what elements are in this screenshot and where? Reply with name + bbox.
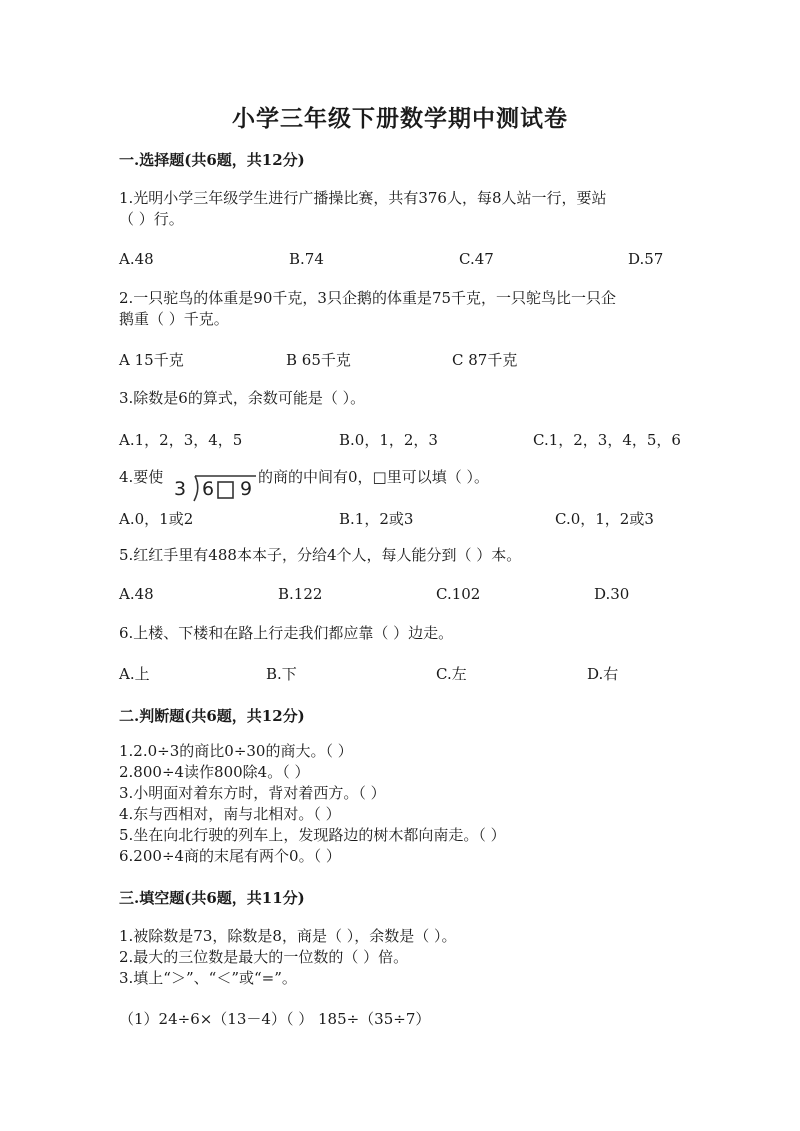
judgement-item-6: 6.200÷4商的末尾有两个0。（ ） [119, 847, 341, 865]
question-1-line1: 1.光明小学三年级学生进行广播操比赛，共有376人，每8人站一行，要站 [119, 189, 607, 207]
q4-option-a[interactable]: A.0，1或2 [119, 510, 194, 528]
divisor: 3 [174, 478, 187, 500]
q2-option-c[interactable]: C 87千克 [452, 351, 518, 369]
fill-item-3-sub1: （1）24÷6×（13－4）（ ） 185÷（35÷7） [119, 1010, 431, 1028]
question-4-prefix: 4.要使 [119, 468, 164, 486]
q5-option-d[interactable]: D.30 [594, 585, 630, 603]
question-1-line2: （ ）行。 [119, 210, 184, 228]
question-6-line1: 6.上楼、下楼和在路上行走我们都应靠（ ）边走。 [119, 624, 454, 642]
q4-option-b[interactable]: B.1，2或3 [339, 510, 414, 528]
q3-option-b[interactable]: B.0，1，2，3 [339, 431, 438, 449]
q6-option-b[interactable]: B.下 [266, 665, 297, 683]
judgement-item-4: 4.东与西相对，南与北相对。（ ） [119, 805, 341, 823]
judgement-item-3: 3.小明面对着东方时，背对着西方。（ ） [119, 784, 386, 802]
q1-option-c[interactable]: C.47 [459, 250, 494, 268]
section-heading-fill-in: 三.填空题(共6题，共11分) [119, 889, 305, 907]
q6-option-d[interactable]: D.右 [587, 665, 619, 683]
q5-option-b[interactable]: B.122 [278, 585, 323, 603]
long-division-figure [174, 472, 258, 504]
q6-option-a[interactable]: A.上 [119, 665, 150, 683]
question-2-line2: 鹅重（ ）千克。 [119, 310, 229, 328]
section-heading-judgement: 二.判断题(共6题，共12分) [119, 707, 305, 725]
q3-option-a[interactable]: A.1，2，3，4，5 [119, 431, 243, 449]
judgement-item-1: 1.2.0÷3的商比0÷30的商大。（ ） [119, 742, 353, 760]
question-4-suffix: 的商的中间有0，□里可以填（ ）。 [258, 468, 489, 486]
q2-option-b[interactable]: B 65千克 [286, 351, 351, 369]
question-5-line1: 5.红红手里有488本本子，分给4个人，每人能分到（ ）本。 [119, 546, 522, 564]
q1-option-a[interactable]: A.48 [119, 250, 154, 268]
blank-box [218, 482, 233, 498]
dividend-digit-a: 6 [202, 478, 215, 500]
q6-option-c[interactable]: C.左 [436, 665, 467, 683]
question-3-line1: 3.除数是6的算式，余数可能是（ ）。 [119, 389, 366, 407]
q5-option-a[interactable]: A.48 [119, 585, 154, 603]
question-2-line1: 2.一只驼鸟的体重是90千克，3只企鹅的体重是75千克，一只鸵鸟比一只企 [119, 289, 617, 307]
q5-option-c[interactable]: C.102 [436, 585, 481, 603]
section-heading-choice: 一.选择题(共6题，共12分) [119, 151, 305, 169]
fill-item-2: 2.最大的三位数是最大的一位数的（ ）倍。 [119, 948, 409, 966]
q1-option-d[interactable]: D.57 [628, 250, 664, 268]
fill-item-1: 1.被除数是73，除数是8，商是（ ），余数是（ ）。 [119, 927, 457, 945]
q2-option-a[interactable]: A 15千克 [119, 351, 184, 369]
page-title: 小学三年级下册数学期中测试卷 [232, 105, 568, 132]
judgement-item-5: 5.坐在向北行驶的列车上，发现路边的树木都向南走。（ ） [119, 826, 506, 844]
dividend-digit-b: 9 [240, 478, 253, 500]
fill-item-3: 3.填上“＞”、“＜”或“=”。 [119, 969, 297, 987]
q3-option-c[interactable]: C.1，2，3，4，5，6 [533, 431, 681, 449]
judgement-item-2: 2.800÷4读作800除4。（ ） [119, 763, 310, 781]
q1-option-b[interactable]: B.74 [289, 250, 324, 268]
q4-option-c[interactable]: C.0，1，2或3 [555, 510, 654, 528]
